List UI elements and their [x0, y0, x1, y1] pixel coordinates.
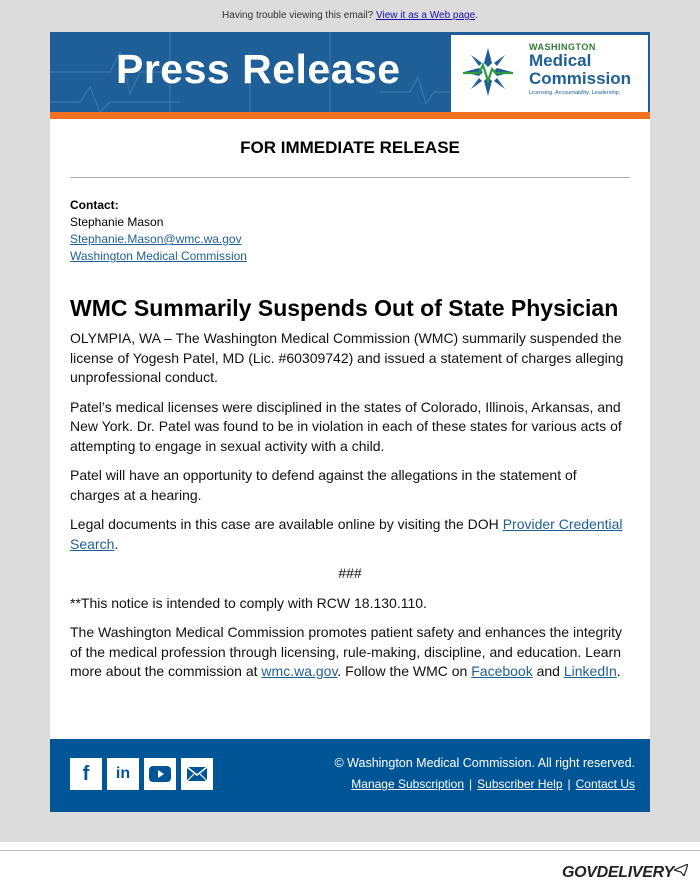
linkedin-icon[interactable]: in — [107, 758, 139, 790]
contact-block — [70, 197, 630, 265]
view-web-page-link[interactable]: View it as a Web page — [376, 10, 476, 21]
preheader: Having trouble viewing this email? View it as a Web page. — [222, 10, 478, 21]
headline: WMC Summarily Suspends Out of State Physician — [70, 295, 619, 321]
wmc-logo[interactable] — [451, 35, 648, 112]
facebook-icon[interactable]: f — [70, 758, 102, 790]
contact-us-link[interactable]: Contact Us — [575, 777, 635, 791]
logo-commission: Commission — [529, 69, 632, 88]
linkedin-link[interactable]: LinkedIn — [563, 663, 617, 679]
contact-email-link[interactable]: Stephanie.Mason@wmc.wa.gov — [70, 232, 242, 246]
wmc-website-link[interactable]: wmc.wa.gov — [261, 663, 338, 679]
logo-tagline: Licensing. Accountability. Leadership. — [529, 90, 621, 96]
facebook-link[interactable]: Facebook — [471, 663, 533, 679]
preheader-text: Having trouble viewing this email? — [222, 10, 374, 21]
logo-medical: Medical — [529, 51, 592, 70]
contact-name: Stephanie Mason — [70, 215, 164, 229]
youtube-icon[interactable] — [144, 758, 176, 790]
paragraph: Patel’s medical licenses were disciplined in the states of Colorado, Illinois, Arkansas, and New York. Dr. Patel was found to be in violation in each of these states for various acts of attempting to engage in sexual activity with a child. — [70, 398, 622, 454]
copyright-text: © Washington Medical Commission. All right reserved. — [334, 756, 635, 770]
paragraph: The Washington Medical Commission promotes patient safety and enhances the integrity of the medical profession through licensing, rule-making, discipline, and education. Learn more about the commission at wmc.wa.gov. Follow the WMC on Facebook and LinkedIn. — [70, 624, 622, 679]
footer-links: Manage Subscription | Subscriber Help | Contact Us — [351, 777, 635, 791]
email-icon[interactable] — [181, 758, 213, 790]
wmc-logo-icon — [461, 45, 515, 99]
contact-label: Contact: — [70, 198, 119, 212]
contact-org-link[interactable]: Washington Medical Commission — [70, 249, 247, 263]
release-label: FOR IMMEDIATE RELEASE — [240, 138, 460, 157]
social-links — [70, 758, 213, 790]
article-body — [70, 329, 630, 682]
section-break: ### — [338, 565, 362, 581]
paper-plane-icon — [674, 864, 688, 876]
orange-stripe — [50, 112, 650, 119]
govdelivery-logo[interactable]: GOVDELIVERY — [562, 864, 688, 882]
paragraph: Legal documents in this case are available online by visiting the DOH Provider Credential Search. — [70, 516, 623, 552]
subscriber-help-link[interactable]: Subscriber Help — [477, 777, 563, 791]
divider — [70, 177, 630, 178]
banner-title: Press Release — [116, 46, 401, 92]
paragraph: OLYMPIA, WA – The Washington Medical Commission (WMC) summarily suspended the license of Yogesh Patel, MD (Lic. #60309742) and issued a statement of charges alleging unprofessional conduct. — [70, 330, 624, 385]
footer — [50, 739, 650, 812]
paragraph: **This notice is intended to comply with RCW 18.130.110. — [70, 594, 427, 611]
paragraph: Patel will have an opportunity to defend against the allegations in the statement of charges at a hearing. — [70, 467, 577, 503]
press-release-banner — [50, 32, 650, 119]
logo-state: WASHINGTON — [529, 42, 596, 52]
bottom-divider — [0, 850, 700, 851]
email-card — [50, 32, 650, 812]
provider-credential-search-link[interactable]: Provider Credential Search — [70, 516, 623, 552]
manage-subscription-link[interactable]: Manage Subscription — [351, 777, 465, 791]
